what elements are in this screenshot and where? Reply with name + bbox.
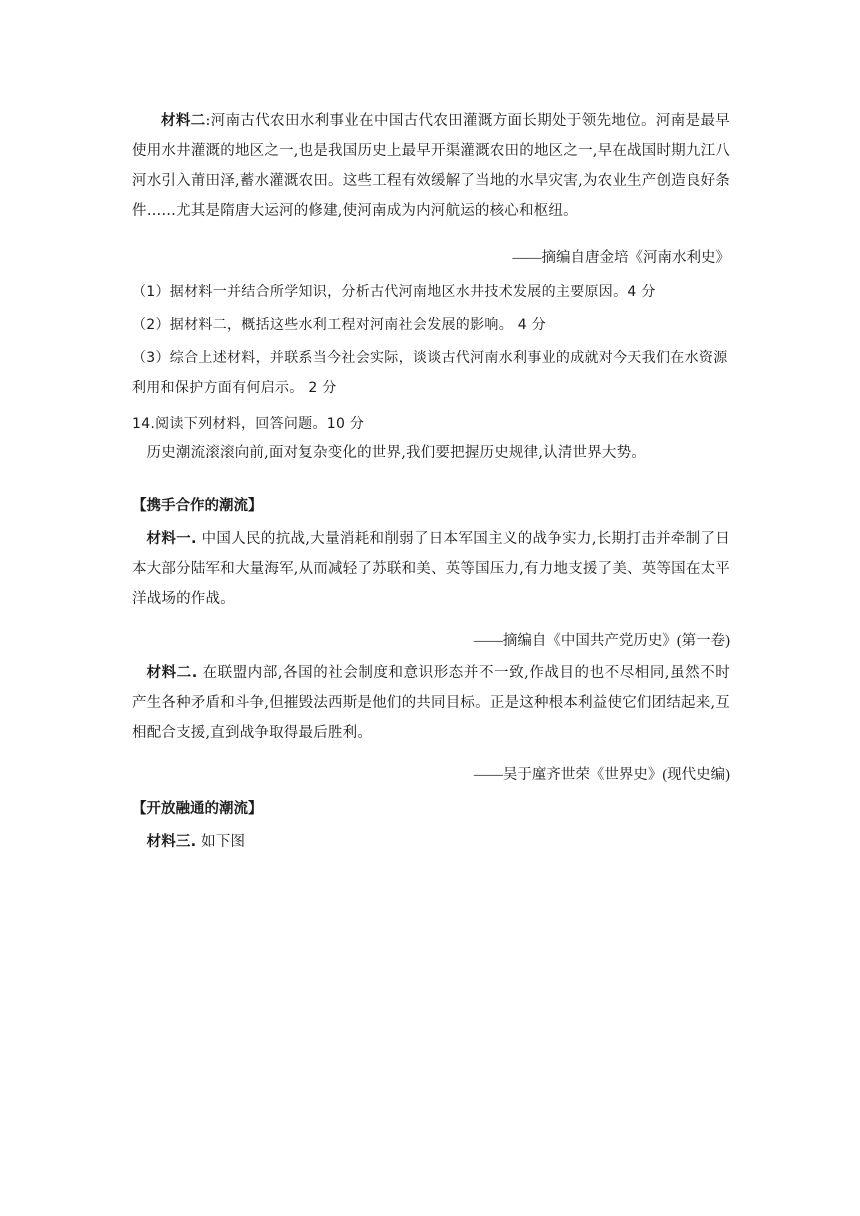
material2-alliance-source: ——吴于廑齐世荣《世界史》(现代史编) bbox=[473, 767, 730, 783]
material2-source: ——摘编自唐金培《河南水利史》 bbox=[512, 250, 730, 266]
question-1: （1）据材料一并结合所学知识，分析古代河南地区水井技术发展的主要原因。4 分 bbox=[132, 284, 656, 300]
material1-source: ——摘编自《中国共产党历史》(第一卷) bbox=[473, 633, 730, 649]
section-heading-openness: 【开放融通的潮流】 bbox=[132, 801, 263, 817]
question-14-title: 14.阅读下列材料，回答问题。10 分 bbox=[132, 416, 365, 432]
section-heading-cooperation: 【携手合作的潮流】 bbox=[132, 498, 263, 514]
material3-text: 如下图 bbox=[196, 834, 246, 850]
question-2: （2）据材料二，概括这些水利工程对河南社会发展的影响。 4 分 bbox=[132, 317, 547, 333]
material2-alliance-text: 在联盟内部,各国的社会制度和意识形态并不一致,作战目的也不尽相同,虽然不时产生各种矛盾和斗争,但摧毁法西斯是他们的共同目标。正是这种根本利益使它们团结起来,互相配合支援,直到战争取得最后胜利。 bbox=[132, 665, 730, 741]
material2-alliance-label: 材料二. bbox=[146, 665, 198, 681]
question-14-intro: 历史潮流滚滚向前,面对复杂变化的世界,我们要把握历史规律,认清世界大势。 bbox=[146, 445, 647, 461]
material1-label: 材料一. bbox=[146, 531, 197, 547]
material2-label: 材料二 bbox=[161, 113, 206, 129]
material2-alliance-paragraph bbox=[132, 658, 730, 748]
material1-text: 中国人民的抗战,大量消耗和削弱了日本军国主义的战争实力,长期打击并牵制了日本大部分陆军和大量海军,从而减轻了苏联和美、英等国压力,有力地支援了美、英等国在太平洋战场的作战。 bbox=[132, 531, 730, 607]
material3-label: 材料三. bbox=[146, 834, 197, 850]
question-3: （3）综合上述材料，并联系当今社会实际，谈谈古代河南水利事业的成就对今天我们在水资源利用和保护方面有何启示。 2 分 bbox=[132, 350, 728, 396]
material1-paragraph bbox=[132, 524, 730, 614]
material3-paragraph bbox=[132, 827, 730, 857]
material2-text: :河南古代农田水利事业在中国古代农田灌溉方面长期处于领先地位。河南是最早使用水井灌溉的地区之一,也是我国历史上最早开渠灌溉农田的地区之一,早在战国时期九江八河水引入莆田泽,蓄水灌溉农田。这些工程有效缓解了当地的水旱灾害,为农业生产创造良好条件……尤其是隋唐大运河的修建,使河南成为内河航运的核心和枢纽。 bbox=[132, 113, 730, 219]
material2-henan-paragraph bbox=[132, 106, 730, 226]
